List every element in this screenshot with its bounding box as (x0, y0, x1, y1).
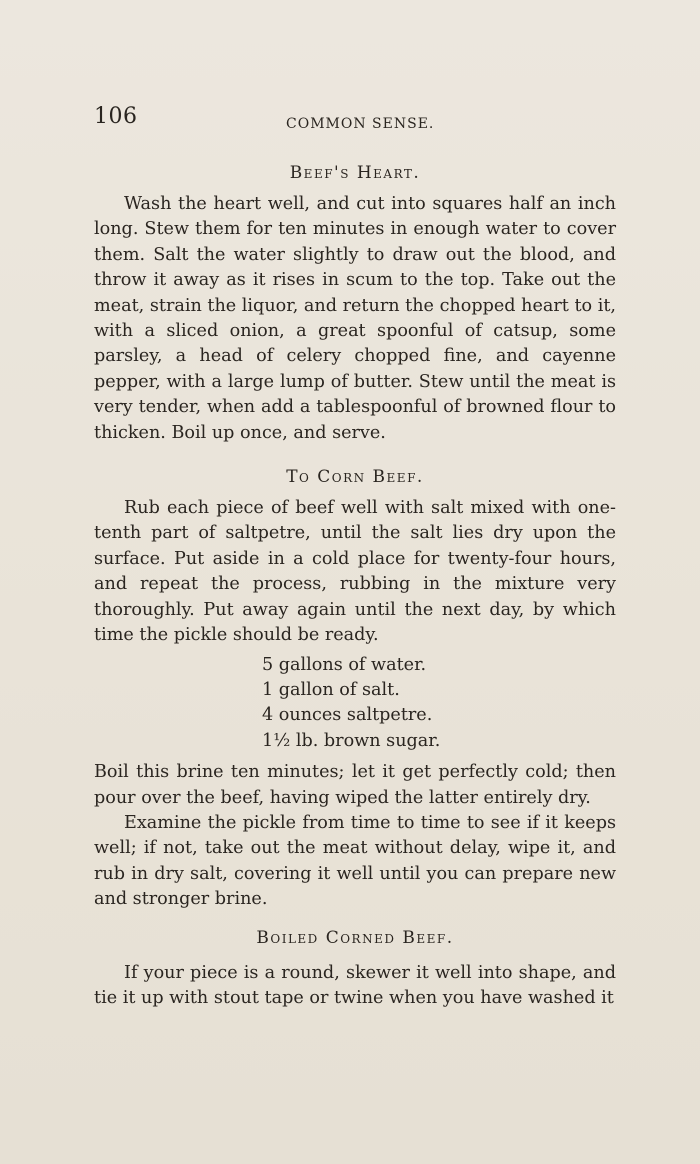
recipe-paragraph: Boil this brine ten minutes; let it get perfectly cold; then pour over the beef, having wiped the latter entirely dry. (94, 762, 616, 808)
recipe-to-corn-beef (94, 464, 616, 913)
recipe-paragraph: Examine the pickle from time to time to see if it keeps well; if not, take out the meat without delay, wipe it, and rub in dry salt, covering it well until you can prepare new and stronger brine. (94, 812, 616, 910)
ingredient-list (262, 653, 616, 755)
recipe-title: Boiled Corned Beef. (256, 927, 454, 948)
recipe-title: Beef's Heart. (289, 163, 421, 183)
ingredient-item: 1 gallon of salt. (262, 679, 400, 700)
page-header (94, 104, 616, 138)
recipe-paragraph: Wash the heart well, and cut into squares half an inch long. Stew them for ten minutes in enough water to cover them. Salt the water slightly to draw out the blood, and throw it away as it rises in scum to the top. Take out the meat, strain the liquor, and return the chopped heart to it, with a sliced onion, a great spoonful of catsup, some parsley, a head of celery chopped fine, and cayenne pepper, with a large lump of butter. Stew until the meat is very tender, when add a tablespoonful of browned flour to thicken. Boil up once, and serve. (94, 194, 616, 443)
page-number: 106 (94, 104, 138, 129)
ingredient-item: 4 ounces saltpetre. (262, 705, 433, 726)
ingredient-item: 1½ lb. brown sugar. (262, 730, 441, 751)
running-head: COMMON SENSE. (286, 116, 435, 132)
page-content (94, 160, 616, 1011)
recipe-paragraph: Rub each piece of beef well with salt mixed with one-tenth part of saltpetre, until the salt lies dry upon the surface. Put aside in a cold place for twenty-four hours, and repeat the process, rubbing in the mixture very thoroughly. Put away again until the next day, by which time the pickle should be ready. (94, 498, 616, 646)
recipe-title: To Corn Beef. (286, 467, 424, 488)
recipe-boiled-corned-beef (94, 925, 616, 1012)
ingredient-item: 5 gallons of water. (262, 654, 427, 675)
recipe-beefs-heart (94, 160, 616, 446)
recipe-paragraph: If your piece is a round, skewer it well into shape, and tie it up with stout tape or twine when you have washed it (94, 962, 616, 1008)
